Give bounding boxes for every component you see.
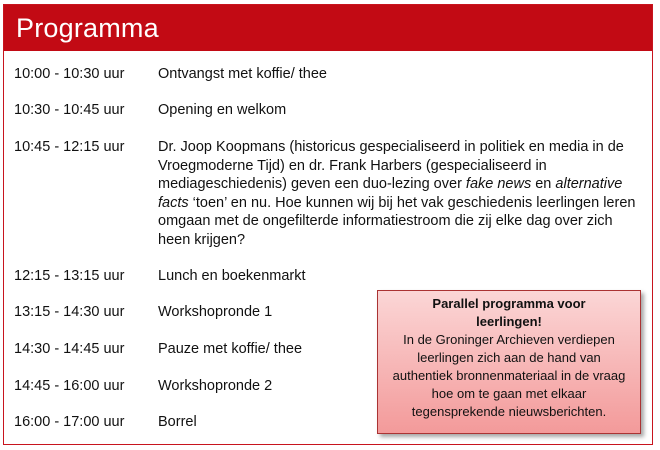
lecture-text: ‘toen’ en nu. Hoe kunnen wij bij het vak geschiedenis leerlingen leren omgaan met de ongefilterde informatiestroom die zij elke dag over zich heen krijgen? (158, 194, 636, 248)
schedule-time: 10:00 - 10:30 uur (14, 66, 125, 82)
schedule-time: 13:15 - 14:30 uur (14, 304, 125, 320)
schedule-desc: Opening en welkom (158, 102, 287, 118)
schedule-desc-lecture (158, 138, 640, 249)
schedule-time: 16:00 - 17:00 uur (14, 414, 125, 430)
callout-body: In de Groninger Archieven verdiepen leerlingen zich aan de hand van authentiek bronnenmateriaal in de vraag hoe om te gaan met elkaar tegensprekende nieuwsberichten. (392, 332, 626, 419)
page-title: Programma (4, 5, 652, 51)
schedule-desc: Borrel (158, 414, 197, 430)
lecture-term-fake-news: fake news (465, 176, 532, 192)
parallel-program-callout (377, 290, 641, 434)
schedule-time: 10:30 - 10:45 uur (14, 102, 125, 118)
schedule-desc: Workshopronde 1 (158, 304, 273, 320)
lecture-text: en (531, 176, 556, 192)
schedule-time: 12:15 - 13:15 uur (14, 268, 125, 284)
callout-title-line: Parallel programma voor (432, 296, 586, 311)
schedule-desc: Ontvangst met koffie/ thee (158, 66, 327, 82)
schedule-time: 14:30 - 14:45 uur (14, 341, 125, 357)
callout-title-line: leerlingen! (476, 314, 542, 329)
lecture-term-alternative-facts: alternative facts (158, 176, 623, 211)
schedule-desc: Workshopronde 2 (158, 378, 273, 394)
schedule-desc: Pauze met koffie/ thee (158, 341, 303, 357)
schedule-desc: Lunch en boekenmarkt (158, 268, 306, 284)
schedule-time: 10:45 - 12:15 uur (14, 139, 125, 155)
schedule-time: 14:45 - 16:00 uur (14, 378, 125, 394)
lecture-text: Dr. Joop Koopmans (historicus gespecialiseerd in politiek en media in de Vroegmoderne Tijd) en dr. Frank Harbers (gespecialiseerd in mediageschiedenis) geven een duo-lezing over (158, 139, 624, 192)
program-card (3, 4, 653, 445)
